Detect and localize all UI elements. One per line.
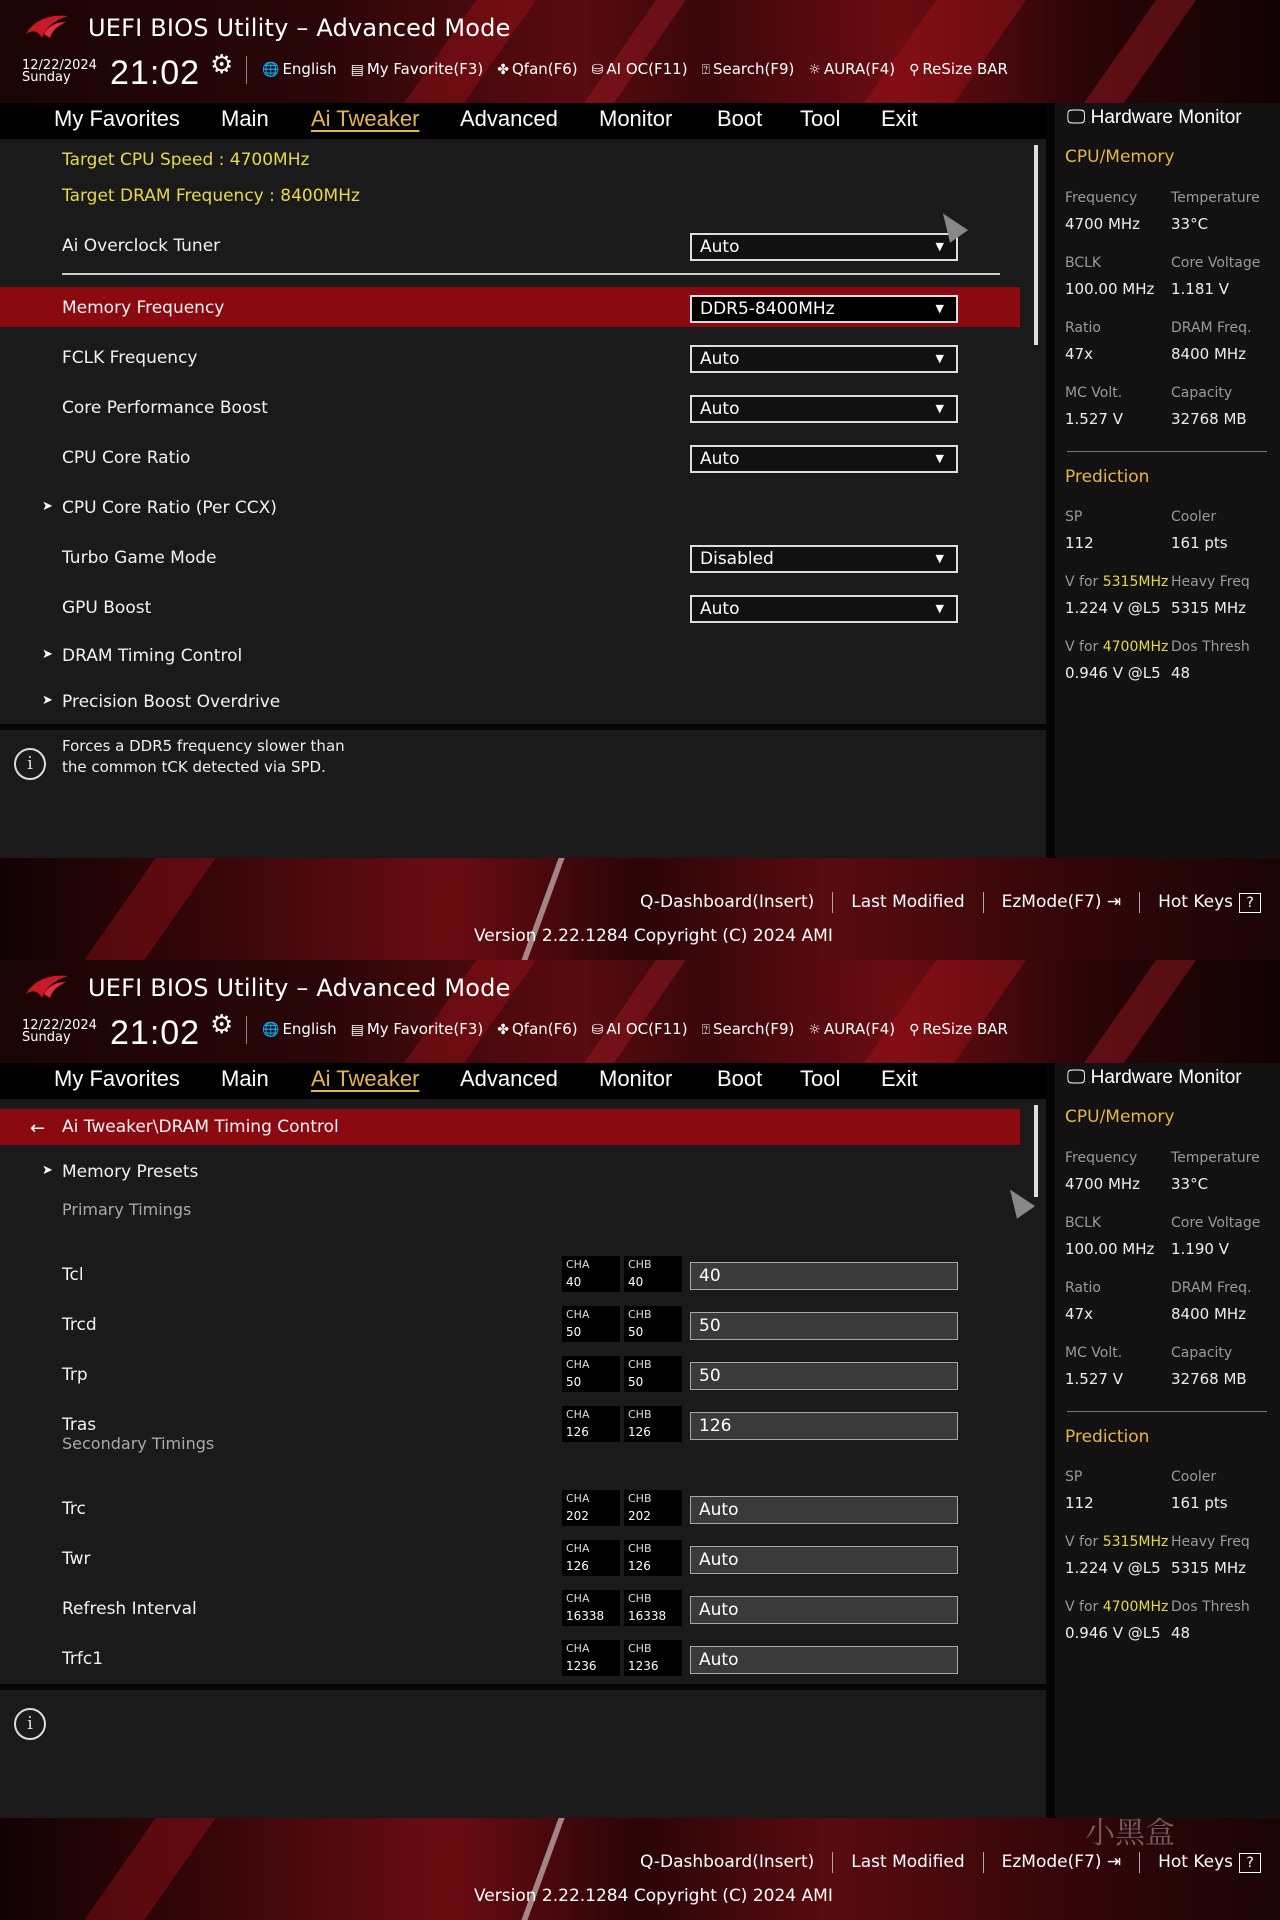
- tab-ai-tweaker[interactable]: Ai Tweaker: [311, 1066, 420, 1091]
- chb-box: CHB 126: [624, 1406, 682, 1442]
- cooler-value: 161 pts: [1171, 1494, 1228, 1512]
- chb-box: CHB 16338: [624, 1590, 682, 1626]
- v-for-value-2: 0.946 V @L5: [1065, 664, 1161, 682]
- tab-my-favorites[interactable]: My Favorites: [54, 1066, 180, 1091]
- setting-label: CPU Core Ratio: [62, 448, 191, 468]
- cooler-value: 161 pts: [1171, 534, 1228, 552]
- target-cpu-text: Target CPU Speed : 4700MHz: [62, 150, 310, 170]
- q-dashboard-button[interactable]: Q-Dashboard(Insert): [640, 892, 833, 913]
- channel-values: [562, 1356, 682, 1392]
- timing-input[interactable]: 50: [690, 1312, 958, 1340]
- timing-input[interactable]: Auto: [690, 1646, 958, 1674]
- secondary-timings-heading: Secondary Timings: [62, 1434, 215, 1453]
- capacity-value: 32768 MB: [1171, 1370, 1247, 1388]
- q-dashboard-button[interactable]: Q-Dashboard(Insert): [640, 1852, 833, 1873]
- v-for-value-1: 1.224 V @L5: [1065, 1559, 1161, 1577]
- bios-screen-dram-timing: [0, 960, 1280, 1920]
- monitor-icon: 🖵: [1067, 107, 1086, 128]
- cha-box: CHA 16338: [562, 1590, 620, 1626]
- timing-label: Tcl: [62, 1265, 84, 1285]
- timing-label: Trc: [62, 1499, 86, 1519]
- header-divider: [246, 1016, 247, 1044]
- section-divider: [62, 273, 1000, 275]
- globe-icon: 🌐: [262, 62, 280, 78]
- caret-down-icon: ▼: [935, 602, 944, 615]
- caret-down-icon: ▼: [935, 352, 944, 365]
- rog-logo-icon: [24, 12, 70, 42]
- chb-box: CHB 202: [624, 1490, 682, 1526]
- hardware-monitor-title: 🖵 Hardware Monitor: [1067, 1067, 1242, 1088]
- dram-freq-value: 8400 MHz: [1171, 1305, 1247, 1323]
- help-text: Forces a DDR5 frequency slower than the common tCK detected via SPD.: [62, 737, 345, 776]
- rog-logo-icon: [24, 972, 70, 1002]
- setting-label: Core Performance Boost: [62, 398, 268, 418]
- version-text: Version 2.22.1284 Copyright (C) 2024 AMI: [474, 1886, 833, 1906]
- submenu-label: Memory Presets: [62, 1162, 199, 1182]
- setting-label: GPU Boost: [62, 598, 152, 618]
- setting-dropdown[interactable]: Disabled ▼: [690, 545, 958, 573]
- timing-row[interactable]: [0, 1304, 1020, 1344]
- resize-bar-button[interactable]: ⚲ ReSize BAR: [909, 1020, 1008, 1038]
- exit-icon: ⇥: [1106, 892, 1122, 912]
- favorite-icon: ▤: [350, 1022, 364, 1038]
- v-for-label-1: V for 5315MHz: [1065, 1534, 1169, 1550]
- mc-volt-label: MC Volt.: [1065, 385, 1123, 401]
- capacity-label: Capacity: [1171, 385, 1233, 401]
- timing-row[interactable]: [0, 1254, 1020, 1294]
- toolbar: [262, 60, 1008, 78]
- setting-label: FCLK Frequency: [62, 348, 198, 368]
- header-divider: [246, 56, 247, 84]
- setting-row[interactable]: [0, 437, 1020, 477]
- timing-label: Refresh Interval: [62, 1599, 197, 1619]
- timing-label: Tras: [62, 1415, 97, 1435]
- qfan-button[interactable]: ✤ Qfan(F6): [497, 1020, 578, 1038]
- temperature-label: Temperature: [1171, 190, 1260, 206]
- aura-icon: ☼: [808, 62, 821, 78]
- last-modified-button[interactable]: Last Modified: [833, 1852, 983, 1873]
- watermark: 小黑盒: [1085, 1816, 1175, 1851]
- timing-input[interactable]: 40: [690, 1262, 958, 1290]
- dos-thresh-label: Dos Thresh: [1171, 1599, 1250, 1615]
- dos-thresh-label: Dos Thresh: [1171, 639, 1250, 655]
- heavy-freq-label: Heavy Freq: [1171, 574, 1250, 590]
- setting-dropdown[interactable]: DDR5-8400MHz ▼: [690, 295, 958, 323]
- capacity-value: 32768 MB: [1171, 410, 1247, 428]
- cha-box: CHA 50: [562, 1356, 620, 1392]
- cha-box: CHA 202: [562, 1490, 620, 1526]
- v-for-label-2: V for 4700MHz: [1065, 1599, 1169, 1615]
- temperature-value: 33°C: [1171, 1175, 1209, 1193]
- dram-freq-label: DRAM Freq.: [1171, 320, 1252, 336]
- caret-down-icon: ▼: [935, 552, 944, 565]
- submenu-label: Precision Boost Overdrive: [62, 692, 281, 712]
- monitor-icon: 🖵: [1067, 1067, 1086, 1088]
- setting-dropdown[interactable]: Auto ▼: [690, 233, 958, 261]
- tab-monitor[interactable]: Monitor: [599, 1066, 673, 1091]
- v-for-value-1: 1.224 V @L5: [1065, 599, 1161, 617]
- breadcrumb-text: Ai Tweaker\DRAM Timing Control: [62, 1117, 339, 1137]
- tab-tool[interactable]: Tool: [800, 1066, 841, 1091]
- setting-dropdown[interactable]: Auto ▼: [690, 595, 958, 623]
- frequency-label: Frequency: [1065, 190, 1138, 206]
- menu-bar: [0, 103, 1046, 139]
- hardware-monitor: [1055, 103, 1280, 858]
- chevron-right-icon: ➤: [42, 499, 53, 514]
- timing-row[interactable]: [0, 1538, 1020, 1578]
- setting-label: Turbo Game Mode: [62, 548, 217, 568]
- ratio-value: 47x: [1065, 345, 1093, 363]
- ezmode-button[interactable]: EzMode(F7) ⇥: [984, 892, 1141, 913]
- channel-values: [562, 1640, 682, 1676]
- scrollbar[interactable]: [1034, 1105, 1038, 1197]
- core-voltage-value: 1.181 V: [1171, 280, 1229, 298]
- tab-exit[interactable]: Exit: [881, 106, 918, 131]
- tab-advanced[interactable]: Advanced: [460, 106, 558, 131]
- submenu-row-precision-boost-overdrive[interactable]: [0, 681, 1020, 721]
- tab-tool[interactable]: Tool: [800, 106, 841, 131]
- settings-panel: [0, 1099, 1046, 1684]
- core-voltage-label: Core Voltage: [1171, 1215, 1261, 1231]
- tab-advanced[interactable]: Advanced: [460, 1066, 558, 1091]
- timing-label: Trcd: [62, 1315, 97, 1335]
- chb-box: CHB 50: [624, 1306, 682, 1342]
- chb-box: CHB 126: [624, 1540, 682, 1576]
- setting-label: Ai Overclock Tuner: [62, 236, 221, 256]
- ratio-label: Ratio: [1065, 320, 1101, 336]
- dram-freq-label: DRAM Freq.: [1171, 1280, 1252, 1296]
- ai-oc-button[interactable]: ⛁ AI OC(F11): [591, 1020, 688, 1038]
- globe-icon: 🌐: [262, 1022, 280, 1038]
- chevron-right-icon: ➤: [42, 1163, 53, 1178]
- heavy-freq-value: 5315 MHz: [1171, 599, 1247, 617]
- my-favorite-button[interactable]: ▤ My Favorite(F3): [350, 1020, 484, 1038]
- capacity-label: Capacity: [1171, 1345, 1233, 1361]
- date: 12/22/2024 Sunday: [22, 1018, 97, 1045]
- gear-icon[interactable]: ⚙: [210, 50, 234, 80]
- ezmode-button[interactable]: EzMode(F7) ⇥: [984, 1852, 1141, 1873]
- breadcrumb[interactable]: [0, 1109, 1020, 1145]
- bclk-value: 100.00 MHz: [1065, 1240, 1155, 1258]
- setting-dropdown[interactable]: Auto ▼: [690, 345, 958, 373]
- search-button[interactable]: ⍰ Search(F9): [701, 60, 795, 78]
- back-arrow-icon[interactable]: ←: [30, 1118, 46, 1139]
- bclk-label: BCLK: [1065, 255, 1102, 271]
- tab-boot[interactable]: Boot: [717, 1066, 763, 1091]
- primary-timings-heading: Primary Timings: [62, 1200, 192, 1219]
- submenu-row-memory-presets[interactable]: [0, 1151, 1020, 1191]
- setting-row-memory-frequency[interactable]: [0, 287, 1020, 327]
- temperature-label: Temperature: [1171, 1150, 1260, 1166]
- search-button[interactable]: ⍰ Search(F9): [701, 1020, 795, 1038]
- target-dram-text: Target DRAM Frequency : 8400MHz: [62, 186, 360, 206]
- timing-input[interactable]: 50: [690, 1362, 958, 1390]
- info-icon: i: [14, 1708, 46, 1740]
- channel-values: [562, 1406, 682, 1442]
- last-modified-button[interactable]: Last Modified: [833, 892, 983, 913]
- footer-links: [640, 1852, 1279, 1873]
- target-dram-row: [0, 175, 1020, 215]
- version-text: Version 2.22.1284 Copyright (C) 2024 AMI: [474, 926, 833, 946]
- resize-bar-icon: ⚲: [909, 62, 920, 78]
- cha-box: CHA 126: [562, 1540, 620, 1576]
- prediction-heading: Prediction: [1065, 467, 1150, 487]
- chb-box: CHB 50: [624, 1356, 682, 1392]
- timing-row[interactable]: [0, 1638, 1020, 1678]
- channel-values: [562, 1590, 682, 1626]
- timing-label: Trp: [62, 1365, 88, 1385]
- chip-icon: ⛁: [591, 62, 604, 78]
- resize-bar-icon: ⚲: [909, 1022, 920, 1038]
- dos-thresh-value: 48: [1171, 1624, 1191, 1642]
- tab-monitor[interactable]: Monitor: [599, 106, 673, 131]
- target-cpu-row: [0, 139, 1020, 179]
- cha-box: CHA 1236: [562, 1640, 620, 1676]
- channel-values: [562, 1490, 682, 1526]
- setting-label: Memory Frequency: [62, 298, 225, 318]
- mc-volt-label: MC Volt.: [1065, 1345, 1123, 1361]
- prediction-heading: Prediction: [1065, 1427, 1150, 1447]
- footer-links: [640, 892, 1279, 913]
- header-bar: [0, 960, 1280, 1063]
- tab-exit[interactable]: Exit: [881, 1066, 918, 1091]
- cha-box: CHA 40: [562, 1256, 620, 1292]
- temperature-value: 33°C: [1171, 215, 1209, 233]
- hot-keys-button[interactable]: Hot Keys ?: [1140, 1852, 1279, 1873]
- v-for-label-1: V for 5315MHz: [1065, 574, 1169, 590]
- setting-row[interactable]: [0, 387, 1020, 427]
- v-for-label-2: V for 4700MHz: [1065, 639, 1169, 655]
- aura-icon: ☼: [808, 1022, 821, 1038]
- help-icon: ?: [1239, 1853, 1261, 1873]
- timing-input[interactable]: 126: [690, 1412, 958, 1440]
- fan-icon: ✤: [497, 1022, 509, 1038]
- tab-my-favorites[interactable]: My Favorites: [54, 106, 180, 131]
- frequency-value: 4700 MHz: [1065, 215, 1141, 233]
- date: 12/22/2024 Sunday: [22, 58, 97, 85]
- heavy-freq-label: Heavy Freq: [1171, 1534, 1250, 1550]
- submenu-label: CPU Core Ratio (Per CCX): [62, 498, 277, 518]
- v-for-value-2: 0.946 V @L5: [1065, 1624, 1161, 1642]
- sp-value: 112: [1065, 534, 1094, 552]
- timing-row[interactable]: [0, 1488, 1020, 1528]
- bclk-value: 100.00 MHz: [1065, 280, 1155, 298]
- bclk-label: BCLK: [1065, 1215, 1102, 1231]
- timing-label: Twr: [62, 1549, 91, 1569]
- clock: 21:02: [110, 54, 201, 92]
- timing-input[interactable]: Auto: [690, 1546, 958, 1574]
- search-icon: ⍰: [701, 1022, 710, 1038]
- timing-row[interactable]: [0, 1354, 1020, 1394]
- caret-down-icon: ▼: [935, 240, 944, 253]
- cpu-memory-heading: CPU/Memory: [1065, 147, 1175, 167]
- aura-button[interactable]: ☼ AURA(F4): [808, 1020, 896, 1038]
- chip-icon: ⛁: [591, 1022, 604, 1038]
- help-icon: ?: [1239, 893, 1261, 913]
- tab-boot[interactable]: Boot: [717, 106, 763, 131]
- setting-row-ai-overclock-tuner[interactable]: [0, 225, 1020, 265]
- language-button[interactable]: 🌐 English: [262, 60, 337, 78]
- resize-bar-button[interactable]: ⚲ ReSize BAR: [909, 60, 1008, 78]
- frequency-label: Frequency: [1065, 1150, 1138, 1166]
- header-bar: [0, 0, 1280, 103]
- caret-down-icon: ▼: [935, 452, 944, 465]
- channel-values: [562, 1540, 682, 1576]
- cooler-label: Cooler: [1171, 509, 1217, 525]
- hw-divider: [1067, 1411, 1267, 1412]
- mc-volt-value: 1.527 V: [1065, 410, 1123, 428]
- hw-divider: [1067, 451, 1267, 452]
- favorite-icon: ▤: [350, 62, 364, 78]
- ratio-value: 47x: [1065, 1305, 1093, 1323]
- setting-dropdown[interactable]: Auto ▼: [690, 395, 958, 423]
- setting-dropdown[interactable]: Auto ▼: [690, 445, 958, 473]
- sp-label: SP: [1065, 509, 1083, 525]
- submenu-row-cpu-core-ratio-per-ccx[interactable]: [0, 487, 1020, 527]
- caret-down-icon: ▼: [935, 402, 944, 415]
- exit-icon: ⇥: [1106, 1852, 1122, 1872]
- clock: 21:02: [110, 1014, 201, 1052]
- hot-keys-button[interactable]: Hot Keys ?: [1140, 892, 1279, 913]
- aura-button[interactable]: ☼ AURA(F4): [808, 60, 896, 78]
- dos-thresh-value: 48: [1171, 664, 1191, 682]
- footer-bar: [0, 858, 1280, 960]
- language-button[interactable]: 🌐 English: [262, 1020, 337, 1038]
- settings-panel: [0, 139, 1046, 724]
- timing-row[interactable]: [0, 1404, 1020, 1444]
- gear-icon[interactable]: ⚙: [210, 1010, 234, 1040]
- channel-values: [562, 1256, 682, 1292]
- qfan-button[interactable]: ✤ Qfan(F6): [497, 60, 578, 78]
- chb-box: CHB 1236: [624, 1640, 682, 1676]
- my-favorite-button[interactable]: ▤ My Favorite(F3): [350, 60, 484, 78]
- tab-ai-tweaker[interactable]: Ai Tweaker: [311, 106, 420, 131]
- timing-input[interactable]: Auto: [690, 1596, 958, 1624]
- ai-oc-button[interactable]: ⛁ AI OC(F11): [591, 60, 688, 78]
- cooler-label: Cooler: [1171, 1469, 1217, 1485]
- chb-box: CHB 40: [624, 1256, 682, 1292]
- chevron-right-icon: ➤: [42, 647, 53, 662]
- hardware-monitor: [1055, 1063, 1280, 1818]
- search-icon: ⍰: [701, 62, 710, 78]
- setting-row[interactable]: [0, 587, 1020, 627]
- chevron-right-icon: ➤: [42, 693, 53, 708]
- core-voltage-value: 1.190 V: [1171, 1240, 1229, 1258]
- app-title: UEFI BIOS Utility – Advanced Mode: [88, 974, 511, 1002]
- cha-box: CHA 126: [562, 1406, 620, 1442]
- help-panel: [0, 1690, 1046, 1818]
- heavy-freq-value: 5315 MHz: [1171, 1559, 1247, 1577]
- help-panel: [0, 730, 1046, 858]
- tab-main[interactable]: Main: [221, 106, 269, 131]
- sp-label: SP: [1065, 1469, 1083, 1485]
- setting-row[interactable]: [0, 537, 1020, 577]
- mc-volt-value: 1.527 V: [1065, 1370, 1123, 1388]
- info-icon: i: [14, 748, 46, 780]
- cpu-memory-heading: CPU/Memory: [1065, 1107, 1175, 1127]
- submenu-row-dram-timing-control[interactable]: [0, 635, 1020, 675]
- cha-box: CHA 50: [562, 1306, 620, 1342]
- timing-row[interactable]: [0, 1588, 1020, 1628]
- setting-row[interactable]: [0, 337, 1020, 377]
- core-voltage-label: Core Voltage: [1171, 255, 1261, 271]
- fan-icon: ✤: [497, 62, 509, 78]
- channel-values: [562, 1306, 682, 1342]
- submenu-label: DRAM Timing Control: [62, 646, 243, 666]
- hardware-monitor-title: 🖵 Hardware Monitor: [1067, 107, 1242, 128]
- tab-main[interactable]: Main: [221, 1066, 269, 1091]
- sp-value: 112: [1065, 1494, 1094, 1512]
- scrollbar[interactable]: [1034, 145, 1038, 345]
- app-title: UEFI BIOS Utility – Advanced Mode: [88, 14, 511, 42]
- timing-input[interactable]: Auto: [690, 1496, 958, 1524]
- caret-down-icon: ▼: [935, 302, 944, 315]
- frequency-value: 4700 MHz: [1065, 1175, 1141, 1193]
- ratio-label: Ratio: [1065, 1280, 1101, 1296]
- menu-bar: [0, 1063, 1046, 1099]
- dram-freq-value: 8400 MHz: [1171, 345, 1247, 363]
- timing-label: Trfc1: [62, 1649, 104, 1669]
- toolbar: [262, 1020, 1008, 1038]
